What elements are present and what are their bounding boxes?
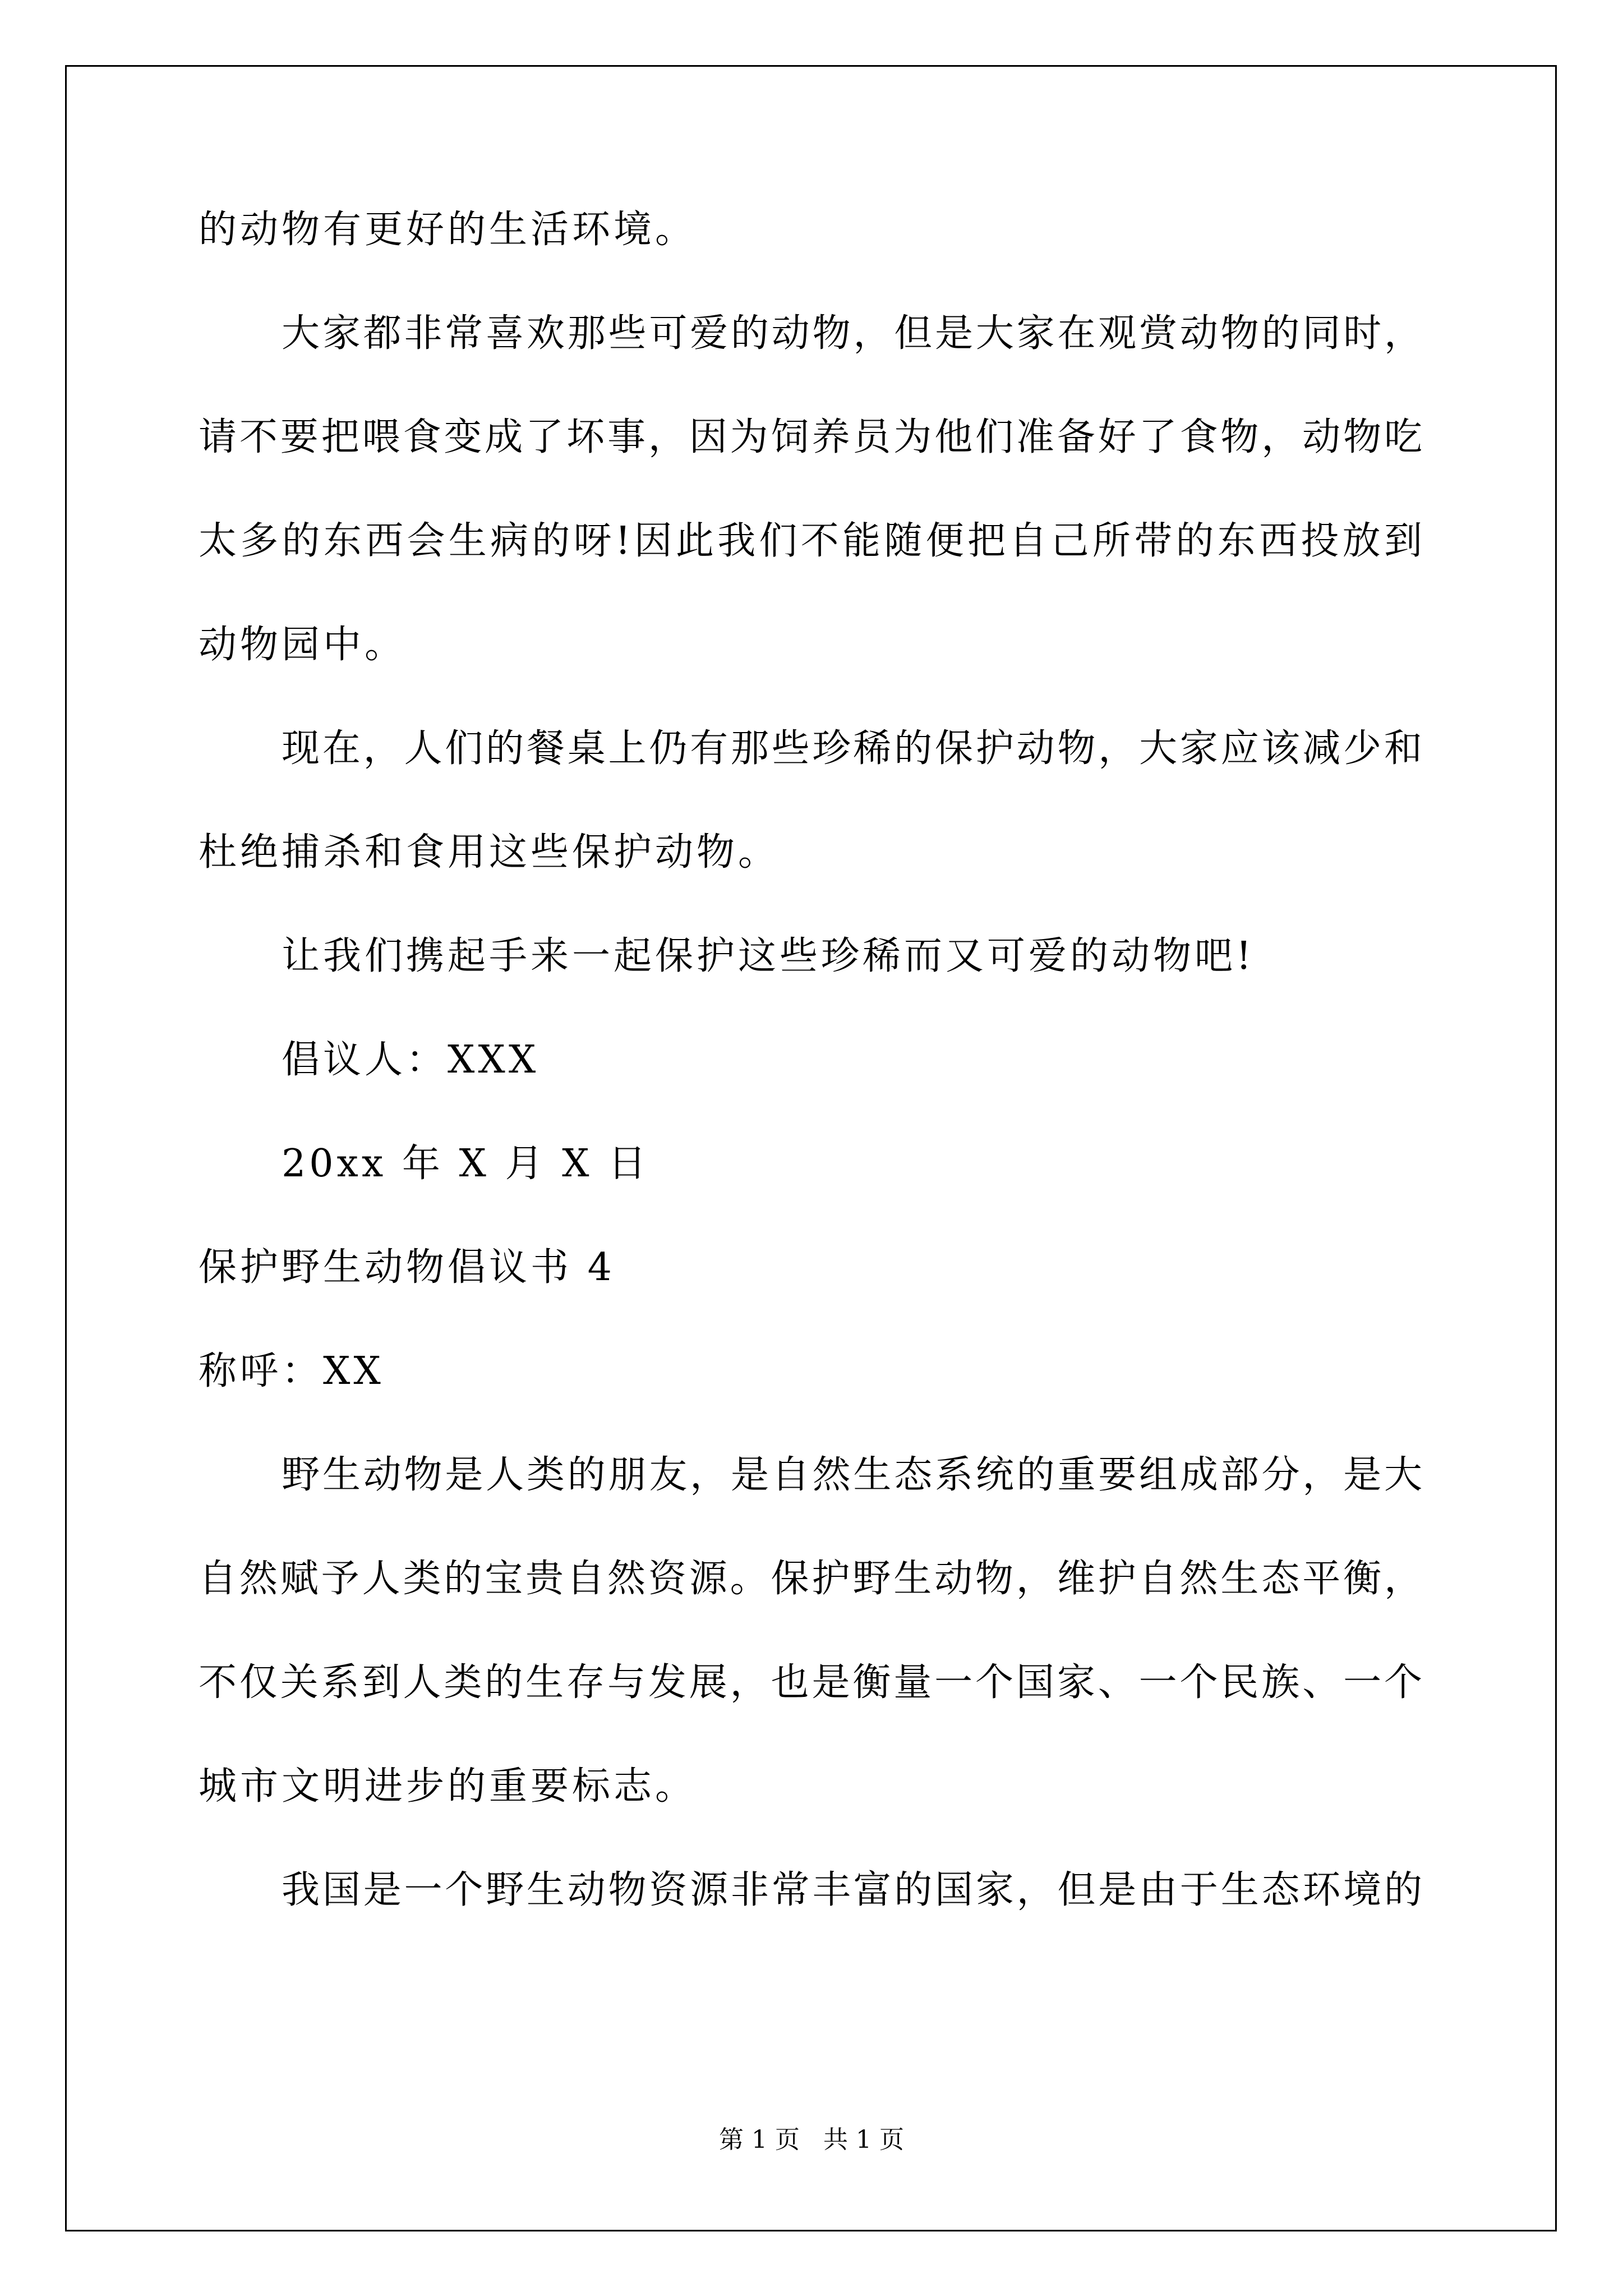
text-line: 城市文明进步的重要标志。	[199, 1764, 697, 1809]
text-line: 太多的东西会生病的呀!因此我们不能随便把自己所带的东西投放到	[199, 519, 1422, 563]
signer-line: 倡议人：XXX	[282, 1038, 540, 1082]
salutation-line: 称呼：XX	[199, 1349, 384, 1393]
text-line: 自然赋予人类的宝贵自然资源。保护野生动物，维护自然生态平衡，	[199, 1557, 1422, 1601]
page-footer: 第 1 页 共 1 页	[719, 2125, 904, 2154]
text-line: 杜绝捕杀和食用这些保护动物。	[199, 830, 780, 875]
text-line: 的动物有更好的生活环境。	[199, 208, 697, 252]
section-title: 保护野生动物倡议书 4	[199, 1245, 615, 1290]
text-line: 不仅关系到人类的生存与发展，也是衡量一个国家、一个民族、一个	[199, 1660, 1422, 1705]
text-line: 野生动物是人类的朋友，是自然生态系统的重要组成部分，是大	[282, 1453, 1422, 1497]
text-line: 动物园中。	[199, 623, 407, 667]
text-line: 我国是一个野生动物资源非常丰富的国家，但是由于生态环境的	[282, 1868, 1422, 1912]
date-line: 20xx 年 X 月 X 日	[282, 1142, 650, 1186]
text-line: 大家都非常喜欢那些可爱的动物，但是大家在观赏动物的同时，	[282, 311, 1422, 356]
text-line: 现在，人们的餐桌上仍有那些珍稀的保护动物，大家应该减少和	[282, 726, 1422, 771]
text-line: 请不要把喂食变成了坏事，因为饲养员为他们准备好了食物，动物吃	[199, 415, 1422, 459]
text-line: 让我们携起手来一起保护这些珍稀而又可爱的动物吧!	[282, 934, 1255, 978]
